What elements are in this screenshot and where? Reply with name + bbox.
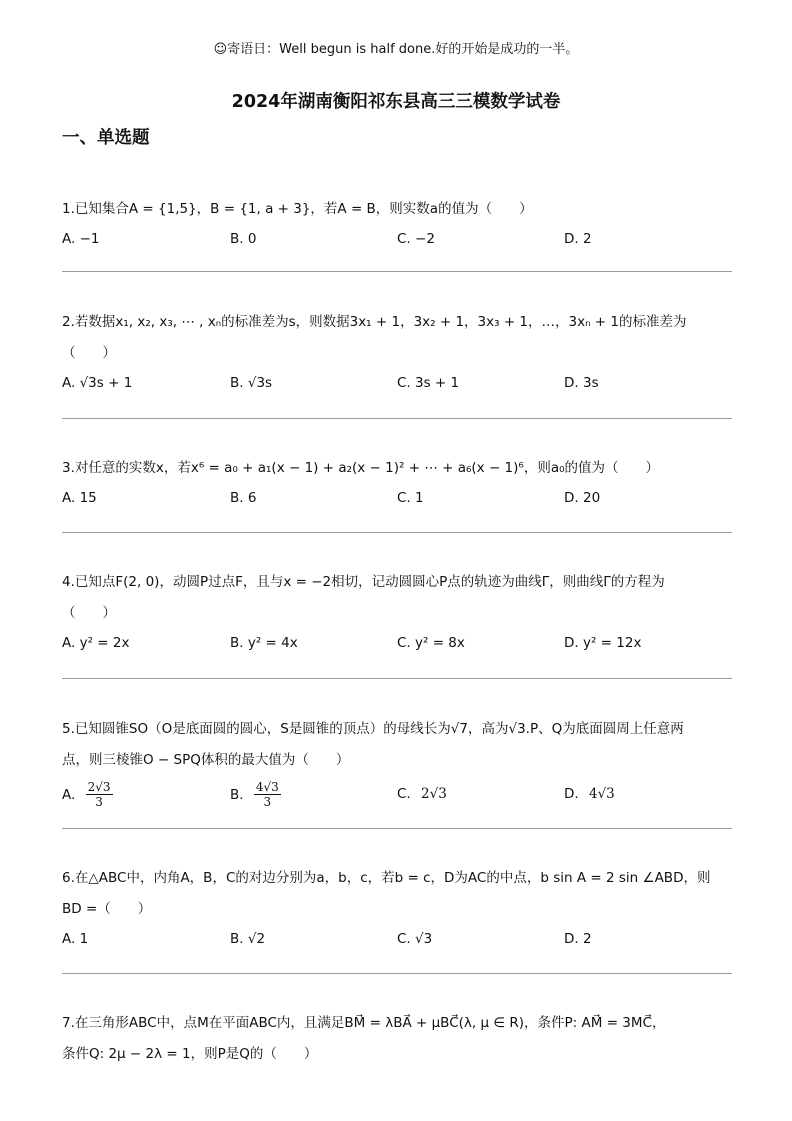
q5-option-d-label: D. bbox=[564, 786, 579, 802]
question-2-stem-line-1: 2.若数据x₁, x₂, x₃, ⋯ , xₙ的标准差为s，则数据3x₁ + 1，3x₂ + 1，3x₃ + 1，…，3xₙ + 1的标准差为 bbox=[62, 314, 687, 330]
question-5 bbox=[62, 714, 730, 816]
question-7-stem-line-1: 7.在三角形ABC中，点M在平面ABC内，且满足BM⃗ = λBA⃗ + μBC⃗(λ, μ ∈ R)，条件P: AM⃗ = 3MC⃗， bbox=[62, 1015, 666, 1031]
q2-option-b[interactable]: B. √3s bbox=[230, 375, 273, 391]
divider bbox=[62, 271, 732, 272]
question-2 bbox=[62, 307, 730, 397]
question-6 bbox=[62, 863, 730, 953]
q5-option-a-label: A. bbox=[62, 786, 76, 803]
divider bbox=[62, 828, 732, 829]
question-6-stem-line-1: 6.在△ABC中，内角A，B，C的对边分别为a，b，c，若b = c，D为AC的中点，b sin A = 2 sin ∠ABD，则 bbox=[62, 870, 711, 886]
q3-option-d[interactable]: D. 20 bbox=[564, 490, 601, 506]
question-4-stem-line-1: 4.已知点F(2, 0)，动圆P过点F，且与x = −2相切，记动圆圆心P点的轨迹为曲线Γ，则曲线Γ的方程为 bbox=[62, 574, 665, 590]
question-6-options bbox=[62, 925, 730, 953]
question-4-options bbox=[62, 629, 730, 657]
question-5-stem-line-2: 点，则三棱锥O − SPQ体积的最大值为（ ） bbox=[62, 752, 350, 768]
q5-option-b[interactable] bbox=[230, 780, 281, 809]
question-1-options bbox=[62, 225, 730, 253]
q3-option-c[interactable]: C. 1 bbox=[397, 490, 424, 506]
question-5-stem-line-1: 5.已知圆锥SO（O是底面圆的圆心，S是圆锥的顶点）的母线长为√7，高为√3.P、Q为底面圆周上任意两 bbox=[62, 721, 684, 737]
q4-option-b[interactable]: B. y² = 4x bbox=[230, 635, 298, 651]
question-1 bbox=[62, 194, 730, 253]
q2-option-d[interactable]: D. 3s bbox=[564, 375, 599, 391]
q1-option-d[interactable]: D. 2 bbox=[564, 231, 592, 247]
question-7-stem-line-2: 条件Q: 2μ − 2λ = 1，则P是Q的（ ） bbox=[62, 1046, 318, 1062]
q5-option-c-label: C. bbox=[397, 786, 411, 802]
q3-option-a[interactable]: A. 15 bbox=[62, 490, 97, 506]
question-4 bbox=[62, 567, 730, 657]
q6-option-d[interactable]: D. 2 bbox=[564, 931, 592, 947]
q3-option-b[interactable]: B. 6 bbox=[230, 490, 257, 506]
question-2-stem-line-2: （ ） bbox=[62, 345, 116, 361]
q5-option-c-value: 2√3 bbox=[421, 786, 447, 802]
fraction-denominator: 3 bbox=[95, 795, 103, 809]
header-note: ☺寄语日：Well begun is half done.好的开始是成功的一半。 bbox=[213, 42, 579, 57]
q5-option-a-fraction bbox=[86, 780, 113, 809]
question-3 bbox=[62, 453, 730, 512]
divider bbox=[62, 532, 732, 533]
fraction-denominator: 3 bbox=[263, 795, 272, 809]
question-3-stem: 3.对任意的实数x，若x⁶ = a₀ + a₁(x − 1) + a₂(x − 1)² + ⋯ + a₆(x − 1)⁶，则a₀的值为（ ） bbox=[62, 460, 660, 476]
q1-option-b[interactable]: B. 0 bbox=[230, 231, 257, 247]
page-title: 2024年湖南衡阳祁东县高三三模数学试卷 bbox=[231, 92, 561, 112]
section-heading: 一、单选题 bbox=[62, 128, 150, 148]
q6-option-a[interactable]: A. 1 bbox=[62, 931, 89, 947]
q4-option-a[interactable]: A. y² = 2x bbox=[62, 635, 130, 651]
fraction-numerator: 4√3 bbox=[255, 780, 279, 794]
question-7 bbox=[62, 1008, 730, 1070]
q5-option-d-value: 4√3 bbox=[588, 786, 615, 802]
question-3-options bbox=[62, 484, 730, 512]
question-6-stem-line-2: BD =（ ） bbox=[62, 901, 152, 917]
question-1-stem: 1.已知集合A = {1,5}，B = {1, a + 3}，若A = B，则实数a的值为（ ） bbox=[62, 201, 533, 217]
q1-option-a[interactable]: A. −1 bbox=[62, 231, 100, 247]
divider bbox=[62, 973, 732, 974]
q5-option-b-label: B. bbox=[230, 786, 244, 803]
question-2-options bbox=[62, 369, 730, 397]
divider bbox=[62, 418, 732, 419]
q6-option-b[interactable]: B. √2 bbox=[230, 931, 266, 947]
fraction-numerator: 2√3 bbox=[87, 780, 111, 794]
q1-option-c[interactable]: C. −2 bbox=[397, 231, 435, 247]
q6-option-c[interactable]: C. √3 bbox=[397, 931, 433, 947]
q5-option-d[interactable] bbox=[564, 780, 615, 808]
q4-option-d[interactable]: D. y² = 12x bbox=[564, 635, 642, 651]
divider bbox=[62, 678, 732, 679]
q5-option-a[interactable] bbox=[62, 780, 113, 809]
question-5-options bbox=[62, 776, 730, 816]
q5-option-b-fraction bbox=[254, 780, 281, 809]
q2-option-c[interactable]: C. 3s + 1 bbox=[397, 375, 460, 391]
question-4-stem-line-2: （ ） bbox=[62, 605, 116, 621]
q5-option-c[interactable] bbox=[397, 780, 447, 808]
q4-option-c[interactable]: C. y² = 8x bbox=[397, 635, 465, 651]
q2-option-a[interactable]: A. √3s + 1 bbox=[62, 375, 133, 391]
